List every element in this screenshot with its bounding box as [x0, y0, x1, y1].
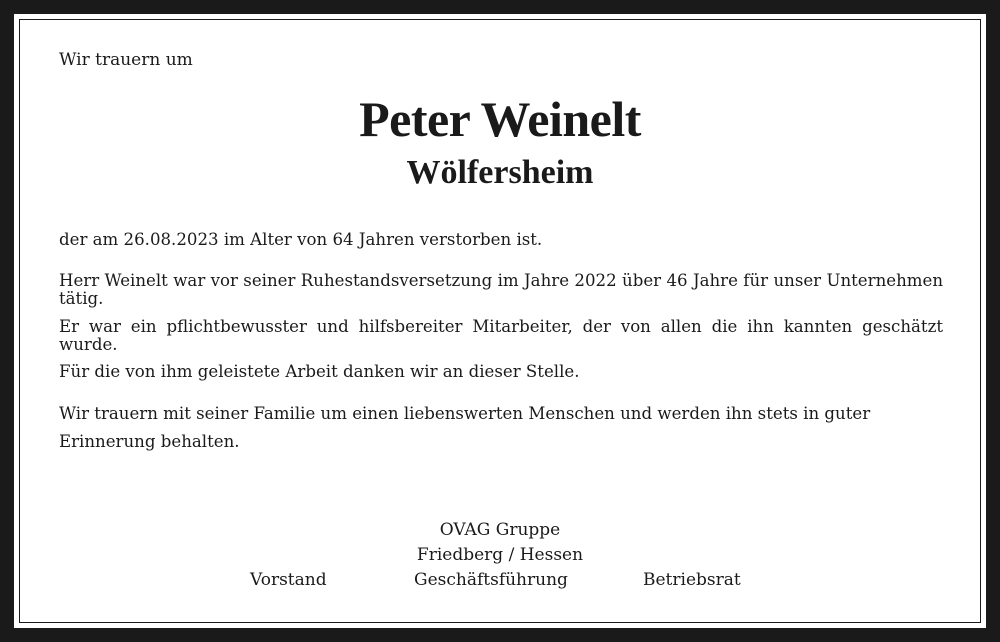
death-date-paragraph: der am 26.08.2023 im Alter von 64 Jahren verstorben ist. [59, 230, 543, 249]
deceased-name: Peter Weinelt [359, 91, 641, 147]
obituary-notice [14, 14, 986, 628]
intro-text: Wir trauern um [59, 50, 193, 70]
organization-name: OVAG Gruppe [439, 520, 561, 540]
signatory-board: Vorstand [250, 570, 327, 590]
mourning-paragraph: Wir trauern mit seiner Familie um einen liebenswerten Menschen und werden ihn stets in guter Erinnerung behalten. [59, 404, 871, 451]
signatory-works-council: Betriebsrat [643, 570, 741, 590]
organization-location: Friedberg / Hessen [416, 545, 584, 565]
character-paragraph: Er war ein pflichtbewusster und hilfsbereiter Mitarbeiter, der von allen die ihn kannten geschätzt wurde. [59, 317, 943, 354]
signatory-management: Geschäftsführung [414, 570, 568, 590]
deceased-hometown: Wölfersheim [406, 154, 594, 191]
employment-paragraph: Herr Weinelt war vor seiner Ruhestandsversetzung im Jahre 2022 über 46 Jahre für unser Unternehmen tätig. [59, 271, 943, 308]
thanks-paragraph: Für die von ihm geleistete Arbeit danken wir an dieser Stelle. [59, 362, 580, 381]
